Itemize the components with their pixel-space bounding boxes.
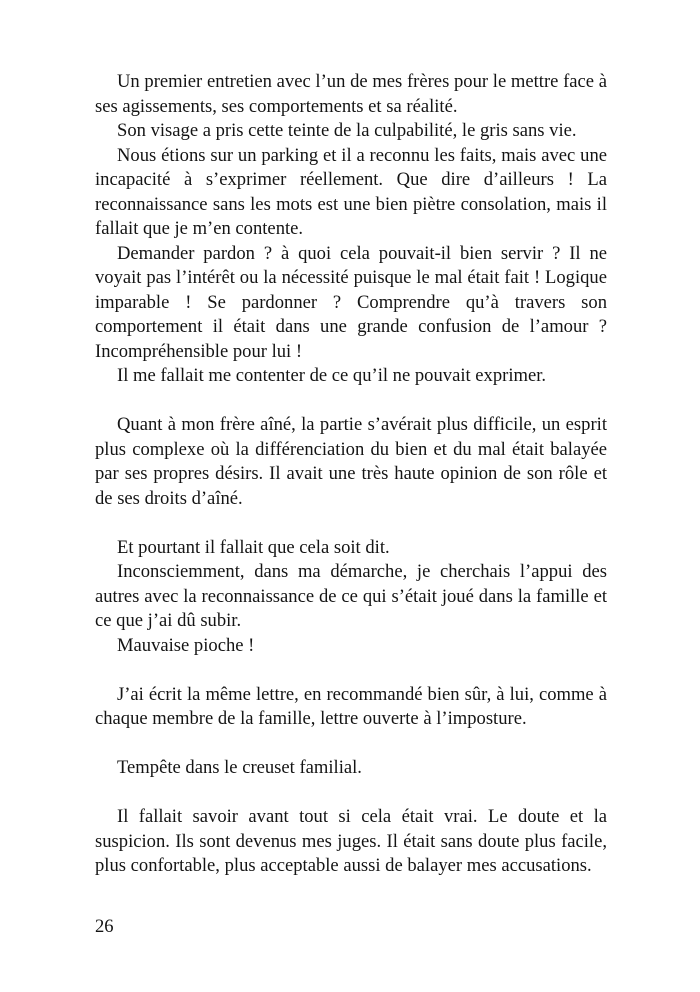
paragraph: Il me fallait me contenter de ce qu’il ne pouvait exprimer. — [117, 365, 547, 386]
paragraph-gap — [95, 732, 607, 757]
paragraph: J’ai écrit la même lettre, en recommandé bien sûr, à lui, comme à chaque membre de la famille, lettre ouverte à l’imposture. — [95, 683, 607, 729]
paragraph: Inconsciemment, dans ma démarche, je cherchais l’appui des autres avec la reconnaissance de ce qui s’était joué dans la famille et ce que j’ai dû subir. — [95, 561, 607, 631]
paragraph: Il fallait savoir avant tout si cela était vrai. Le doute et la suspicion. Ils sont devenus mes juges. Il était sans doute plus facile, plus confortable, plus acceptable aussi de balayer mes accusations. — [95, 806, 607, 876]
paragraph: Tempête dans le creuset familial. — [117, 757, 362, 778]
paragraph: Et pourtant il fallait que cela soit dit. — [117, 536, 390, 558]
page-number: 26 — [95, 916, 114, 937]
paragraph: Demander pardon ? à quoi cela pouvait-il bien servir ? Il ne voyait pas l’intérêt ou la nécessité puisque le mal était fait ! Logique imparable ! Se pardonner ? Comprendre qu’à travers son comportement il était dans une grande confusion de l’amour ? Incompréhensible pour lui ! — [95, 242, 607, 362]
paragraph: Nous étions sur un parking et il a reconnu les faits, mais avec une incapacité à s’exprimer réellement. Que dire d’ailleurs ! La reconnaissance sans les mots est une bien piètre consolation, mais il fallait que je m’en contente. — [95, 144, 607, 239]
paragraph: Mauvaise pioche ! — [117, 634, 255, 656]
paragraph: Son visage a pris cette teinte de la culpabilité, le gris sans vie. — [117, 120, 577, 141]
paragraph: Quant à mon frère aîné, la partie s’avérait plus difficile, un esprit plus complexe où la différenciation du bien et du mal était balayée par ses propres désirs. Il avait une très haute opinion de son rôle et de ses droits d’aîné. — [95, 414, 607, 509]
body-text — [95, 70, 607, 879]
paragraph-gap — [95, 389, 607, 414]
paragraph-gap — [95, 781, 607, 806]
paragraph-gap — [95, 511, 607, 536]
paragraph: Un premier entretien avec l’un de mes frères pour le mettre face à ses agissements, ses comportements et sa réalité. — [95, 71, 607, 117]
paragraph-gap — [95, 658, 607, 683]
